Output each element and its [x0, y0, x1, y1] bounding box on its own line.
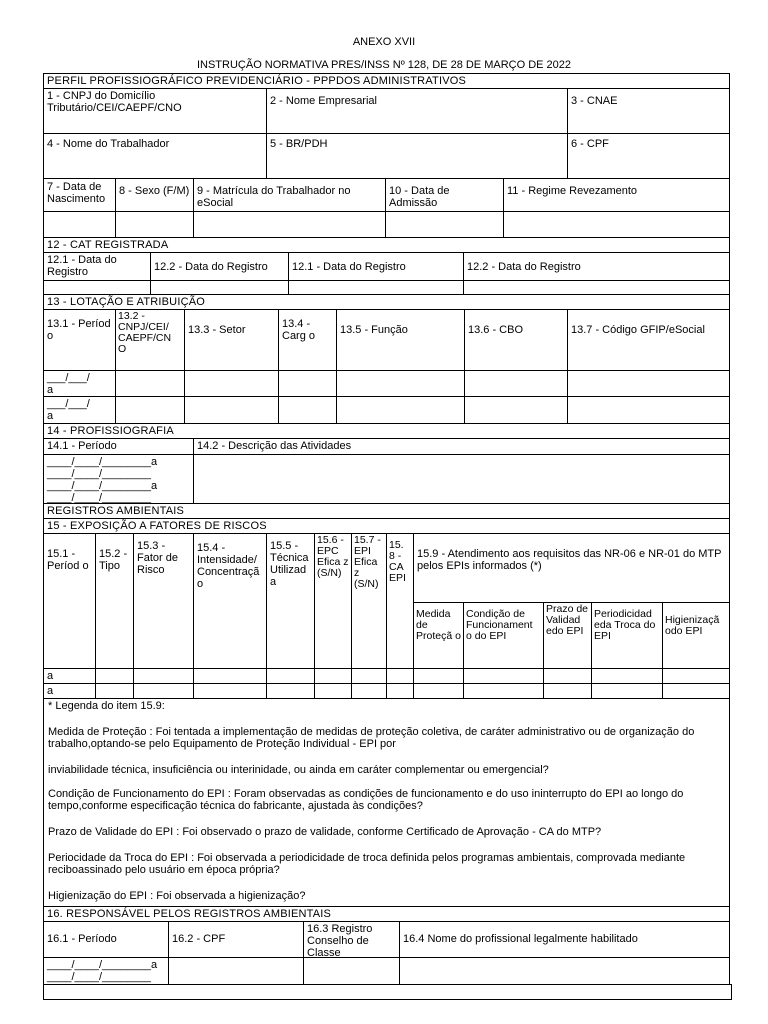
cat-data-registro-4: 12.2 - Data do Registro	[463, 252, 730, 281]
exposicao-row-cell[interactable]	[266, 668, 315, 684]
field-data-admissao: 10 - Data de Admissão	[385, 178, 504, 212]
responsavel-registro-cell[interactable]	[303, 957, 400, 985]
exposicao-row-cell[interactable]	[386, 668, 414, 684]
lotacao-row-cell[interactable]	[464, 396, 568, 424]
profissiografia-section-title: 14 - PROFISSIOGRAFIA	[43, 423, 730, 439]
exposicao-section-title: 15 - EXPOSIÇÃO A FATORES DE RISCOS	[43, 518, 730, 534]
cat-data-registro-1: 12.1 - Data do Registro	[43, 252, 151, 281]
responsavel-periodo-header: 16.1 - Período	[43, 921, 169, 958]
field-data-nascimento: 7 - Data de Nascimento	[43, 178, 116, 212]
exposicao-row-cell[interactable]	[543, 668, 592, 684]
value-regime[interactable]	[503, 211, 730, 238]
exposicao-row-cell[interactable]	[314, 683, 352, 699]
exposicao-row-cell[interactable]	[591, 668, 663, 684]
exposicao-periodo-header: 15.1 - Períod o	[43, 533, 96, 669]
instruction-title: INSTRUÇÃO NORMATIVA PRES/INSS Nº 128, DE 28 DE MARÇO DE 2022	[196, 59, 572, 71]
lotacao-row-cell[interactable]	[115, 370, 185, 397]
registros-section-title: REGISTROS AMBIENTAIS	[43, 503, 730, 519]
exposicao-row-cell[interactable]	[95, 683, 134, 699]
exposicao-epc-header: 15.6 -EPC Efica z (S/N)	[314, 533, 352, 669]
exposicao-ca-header: 15. 8 - CA EPI	[386, 533, 414, 669]
exposicao-intensidade-header: 15.4 - Intensidade/ Concentraçã o	[193, 533, 267, 669]
legend-condicao: Condição de Funcionamento do EPI : Foram observadas as condições de funcionamento e do uso ininterrupto do EPI ao longo do tempo,conforme especificação técnica do fabricante, ajustada às condições?	[48, 788, 684, 812]
field-regime-revezamento: 11 - Regime Revezamento	[503, 178, 730, 212]
exposicao-tecnica-header: 15.5 - Técnica Utilizad a	[266, 533, 315, 669]
responsavel-footer-row[interactable]	[43, 984, 732, 1000]
lotacao-row-cell[interactable]	[567, 370, 730, 397]
exposicao-row-cell[interactable]	[662, 683, 730, 699]
cat-value-2[interactable]	[150, 280, 289, 295]
field-sexo: 8 - Sexo (F/M)	[115, 178, 194, 212]
exposicao-tipo-header: 15.2 -Tipo	[95, 533, 134, 669]
lotacao-cbo-header: 13.6 - CBO	[464, 309, 568, 371]
field-nome-trabalhador[interactable]: 4 - Nome do Trabalhador	[43, 133, 267, 179]
field-br-pdh[interactable]: 5 - BR/PDH	[266, 133, 568, 179]
lotacao-row-cell[interactable]	[464, 370, 568, 397]
lotacao-cnpj-header: 13.2 - CNPJ/CEI/ CAEPF/CN O	[115, 309, 185, 371]
nr-condicao-header: Condição de Funcionament o do EPI	[463, 602, 544, 669]
form-title: PERFIL PROFISSIOGRÁFICO PREVIDENCIÁRIO - PPPDOS ADMINISTRATIVOS	[43, 73, 730, 89]
responsavel-cpf-cell[interactable]	[168, 957, 304, 985]
responsavel-registro-header: 16.3 Registro Conselho de Classe	[303, 921, 400, 958]
lotacao-gfip-header: 13.7 - Código GFIP/eSocial	[567, 309, 730, 371]
lotacao-row-cell[interactable]	[336, 370, 465, 397]
exposicao-row-cell[interactable]	[413, 668, 464, 684]
cat-value-3[interactable]	[288, 280, 464, 295]
exposicao-row-cell[interactable]	[662, 668, 730, 684]
lotacao-row-cell[interactable]	[336, 396, 465, 424]
field-cnpj[interactable]: 1 - CNPJ do Domicílio Tributário/CEI/CAEPF/CNO	[43, 88, 267, 134]
exposicao-row-cell[interactable]	[463, 683, 544, 699]
annex-title: ANEXO XVII	[352, 36, 416, 48]
lotacao-row-periodo[interactable]: ___/___/ a	[43, 396, 116, 424]
lotacao-funcao-header: 13.5 - Função	[336, 309, 465, 371]
profissiografia-descricao-cell[interactable]	[193, 454, 730, 504]
responsavel-periodo-cell[interactable]: ____/____/________a ____/____/________	[43, 957, 169, 985]
profissiografia-periodo-cell[interactable]: ____/____/________a ____/____/________ ____/____/________a ____/____/________	[43, 454, 194, 504]
responsavel-nome-cell[interactable]	[399, 957, 730, 985]
exposicao-row-cell[interactable]	[543, 683, 592, 699]
field-matricula: 9 - Matrícula do Trabalhador no eSocial	[193, 178, 386, 212]
lotacao-row-cell[interactable]	[567, 396, 730, 424]
profissiografia-periodo-header: 14.1 - Período	[43, 438, 194, 455]
exposicao-row-cell[interactable]	[133, 683, 194, 699]
exposicao-row-cell[interactable]	[591, 683, 663, 699]
profissiografia-descricao-header: 14.2 - Descrição das Atividades	[193, 438, 730, 455]
exposicao-row-cell[interactable]	[413, 683, 464, 699]
exposicao-row-periodo[interactable]: a	[43, 668, 96, 684]
cat-value-1[interactable]	[43, 280, 151, 295]
lotacao-row-cell[interactable]	[184, 396, 279, 424]
nr-higienizacao-header: Higienizaçã odo EPI	[662, 602, 730, 669]
exposicao-row-cell[interactable]	[133, 668, 194, 684]
field-nome-empresarial[interactable]: 2 - Nome Empresarial	[266, 88, 568, 134]
legend-medida: Medida de Proteção : Foi tentada a implementação de medidas de proteção coletiva, de caráter administrativo ou de organização do trabalho,optando-se pelo Equipamento de Proteção Individual - EPI por	[48, 726, 695, 750]
nr-medida-header: Medida de Proteçã o	[413, 602, 464, 669]
exposicao-row-cell[interactable]	[266, 683, 315, 699]
exposicao-row-cell[interactable]	[351, 668, 387, 684]
cat-data-registro-2: 12.2 - Data do Registro	[150, 252, 289, 281]
value-sexo[interactable]	[115, 211, 194, 238]
exposicao-nr-header: 15.9 - Atendimento aos requisitos das NR-06 e NR-01 do MTP pelos EPIs informados (*)	[413, 533, 730, 603]
exposicao-fator-header: 15.3 - Fator de Risco	[133, 533, 194, 669]
lotacao-setor-header: 13.3 - Setor	[184, 309, 279, 371]
exposicao-row-cell[interactable]	[351, 683, 387, 699]
lotacao-section-title: 13 - LOTAÇÃO E ATRIBUIÇÃO	[43, 294, 730, 310]
lotacao-row-cell[interactable]	[184, 370, 279, 397]
field-cpf[interactable]: 6 - CPF	[567, 133, 730, 179]
nr-prazo-header: Prazo de Validad edo EPI	[543, 602, 592, 669]
exposicao-row-cell[interactable]	[314, 668, 352, 684]
exposicao-epi-header: 15.7 -EPI Efica z (S/N)	[351, 533, 387, 669]
exposicao-row-cell[interactable]	[193, 683, 267, 699]
value-data-nascimento[interactable]	[43, 211, 116, 238]
lotacao-cargo-header: 13.4 - Carg o	[278, 309, 337, 371]
legend-title: * Legenda do item 15.9:	[48, 700, 165, 712]
legend-medida-cont: inviabilidade técnica, insuficiência ou interinidade, ou ainda em caráter complementar ou emergencial?	[48, 764, 549, 776]
lotacao-row-cell[interactable]	[278, 396, 337, 424]
lotacao-row-periodo[interactable]: ___/___/ a	[43, 370, 116, 397]
cat-section-title: 12 - CAT REGISTRADA	[43, 237, 730, 253]
legend-prazo: Prazo de Validade do EPI : Foi observado o prazo de validade, conforme Certificado de Aprovação - CA do MTP?	[48, 826, 602, 838]
responsavel-cpf-header: 16.2 - CPF	[168, 921, 304, 958]
cat-value-4[interactable]	[463, 280, 730, 295]
exposicao-row-cell[interactable]	[463, 668, 544, 684]
exposicao-row-cell[interactable]	[193, 668, 267, 684]
lotacao-row-cell[interactable]	[115, 396, 185, 424]
cat-data-registro-3: 12.1 - Data do Registro	[288, 252, 464, 281]
exposicao-row-cell[interactable]	[95, 668, 134, 684]
exposicao-row-periodo[interactable]: a	[43, 683, 96, 699]
legend-periodicidade: Periocidade da Troca do EPI : Foi observada a periodicidade de troca definida pelos programas ambientais, comprovada mediante reciboassinado pelo usuário em época própria?	[48, 852, 686, 876]
legend-higienizacao: Higienização do EPI : Foi observada a higienização?	[48, 890, 306, 902]
exposicao-row-cell[interactable]	[386, 683, 414, 699]
lotacao-row-cell[interactable]	[278, 370, 337, 397]
nr-periodicidade-header: Periodicidad eda Troca do EPI	[591, 602, 663, 669]
responsavel-nome-header: 16.4 Nome do profissional legalmente habilitado	[399, 921, 730, 958]
value-matricula[interactable]	[193, 211, 386, 238]
value-data-admissao[interactable]	[385, 211, 504, 238]
lotacao-periodo-header: 13.1 - Períod o	[43, 309, 116, 371]
responsavel-section-title: 16. RESPONSÁVEL PELOS REGISTROS AMBIENTAIS	[43, 906, 730, 922]
field-cnae[interactable]: 3 - CNAE	[567, 88, 730, 134]
